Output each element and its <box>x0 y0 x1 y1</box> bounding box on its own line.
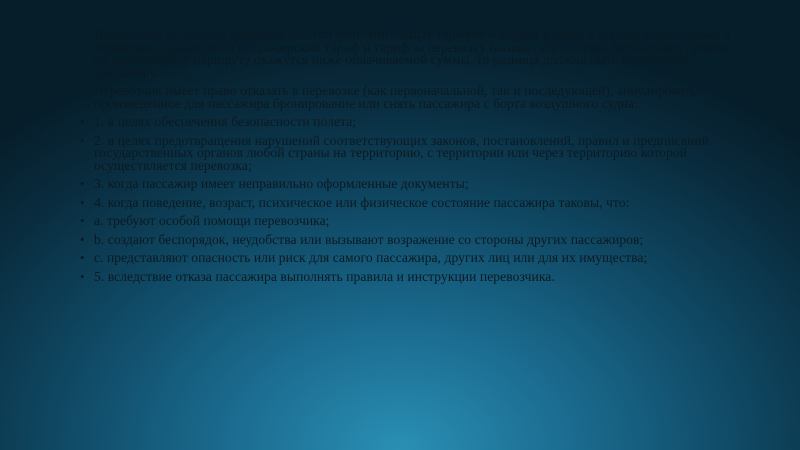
bullet-icon: • <box>80 250 85 265</box>
list-item-text: Перевозчик не должен требовать оплаты дополнительных тарифов и сборов в связи с такими изменениями в перевозке. Однако, если пассажирский тариф и тариф за перевозку багажа сверх нормы бесплатного провоза по измененному маршруту окажутся ниже оплачиваемой суммы, то разница должна быть возвращена пассажиру. <box>94 27 732 80</box>
list-item-text: 5. вследствие отказа пассажира выполнять правила и инструкции перевозчика. <box>94 268 555 284</box>
list-item <box>80 178 740 191</box>
list-item-text: 1. в целях обеспечения безопасности полета; <box>94 114 357 129</box>
list-item <box>80 116 740 129</box>
list-item-text: 2. в целях предотвращения нарушений соответствующих законов, постановлений, правил и предписаний государственных органов любой страны на территорию, с территории или через территорию которой осуществляется перевозка; <box>94 132 710 173</box>
list-item-text: b. создают беспорядок, неудобства или вызывают возражение со стороны других пассажиров; <box>94 231 644 247</box>
list-item <box>80 252 740 265</box>
list-item-text: 4. когда поведение, возраст, психическое или физическое состояние пассажира таковы, что: <box>94 194 630 210</box>
bullet-icon: • <box>80 176 85 191</box>
list-item <box>80 85 740 110</box>
list-item-text: a. требуют особой помощи перевозчика; <box>94 213 330 228</box>
list-item <box>80 231 740 247</box>
list-item-text: 3. когда пассажир имеет неправильно оформленные документы; <box>94 176 469 191</box>
list-item-text: Перевозчик имеет право отказать в перевозке (как первоначальной, так и последующей), аннулировать произведенное для пассажира бронирование или снять пассажира с борта воздушного судна: <box>94 83 696 111</box>
bullet-icon: • <box>80 27 85 42</box>
list-item <box>80 215 740 228</box>
bullet-list <box>80 29 740 289</box>
list-item <box>80 132 740 173</box>
bullet-icon: • <box>80 231 85 247</box>
list-item <box>80 194 740 210</box>
list-item-text: c. представляют опасность или риск для самого пассажира, других лиц или для их имущества; <box>94 250 648 265</box>
bullet-icon: • <box>80 114 85 129</box>
bullet-icon: • <box>80 268 85 284</box>
bullet-icon: • <box>80 194 85 210</box>
list-item <box>80 268 740 284</box>
list-item <box>80 29 740 79</box>
bullet-icon: • <box>80 213 85 228</box>
bullet-icon: • <box>80 132 85 148</box>
bullet-icon: • <box>80 83 85 98</box>
